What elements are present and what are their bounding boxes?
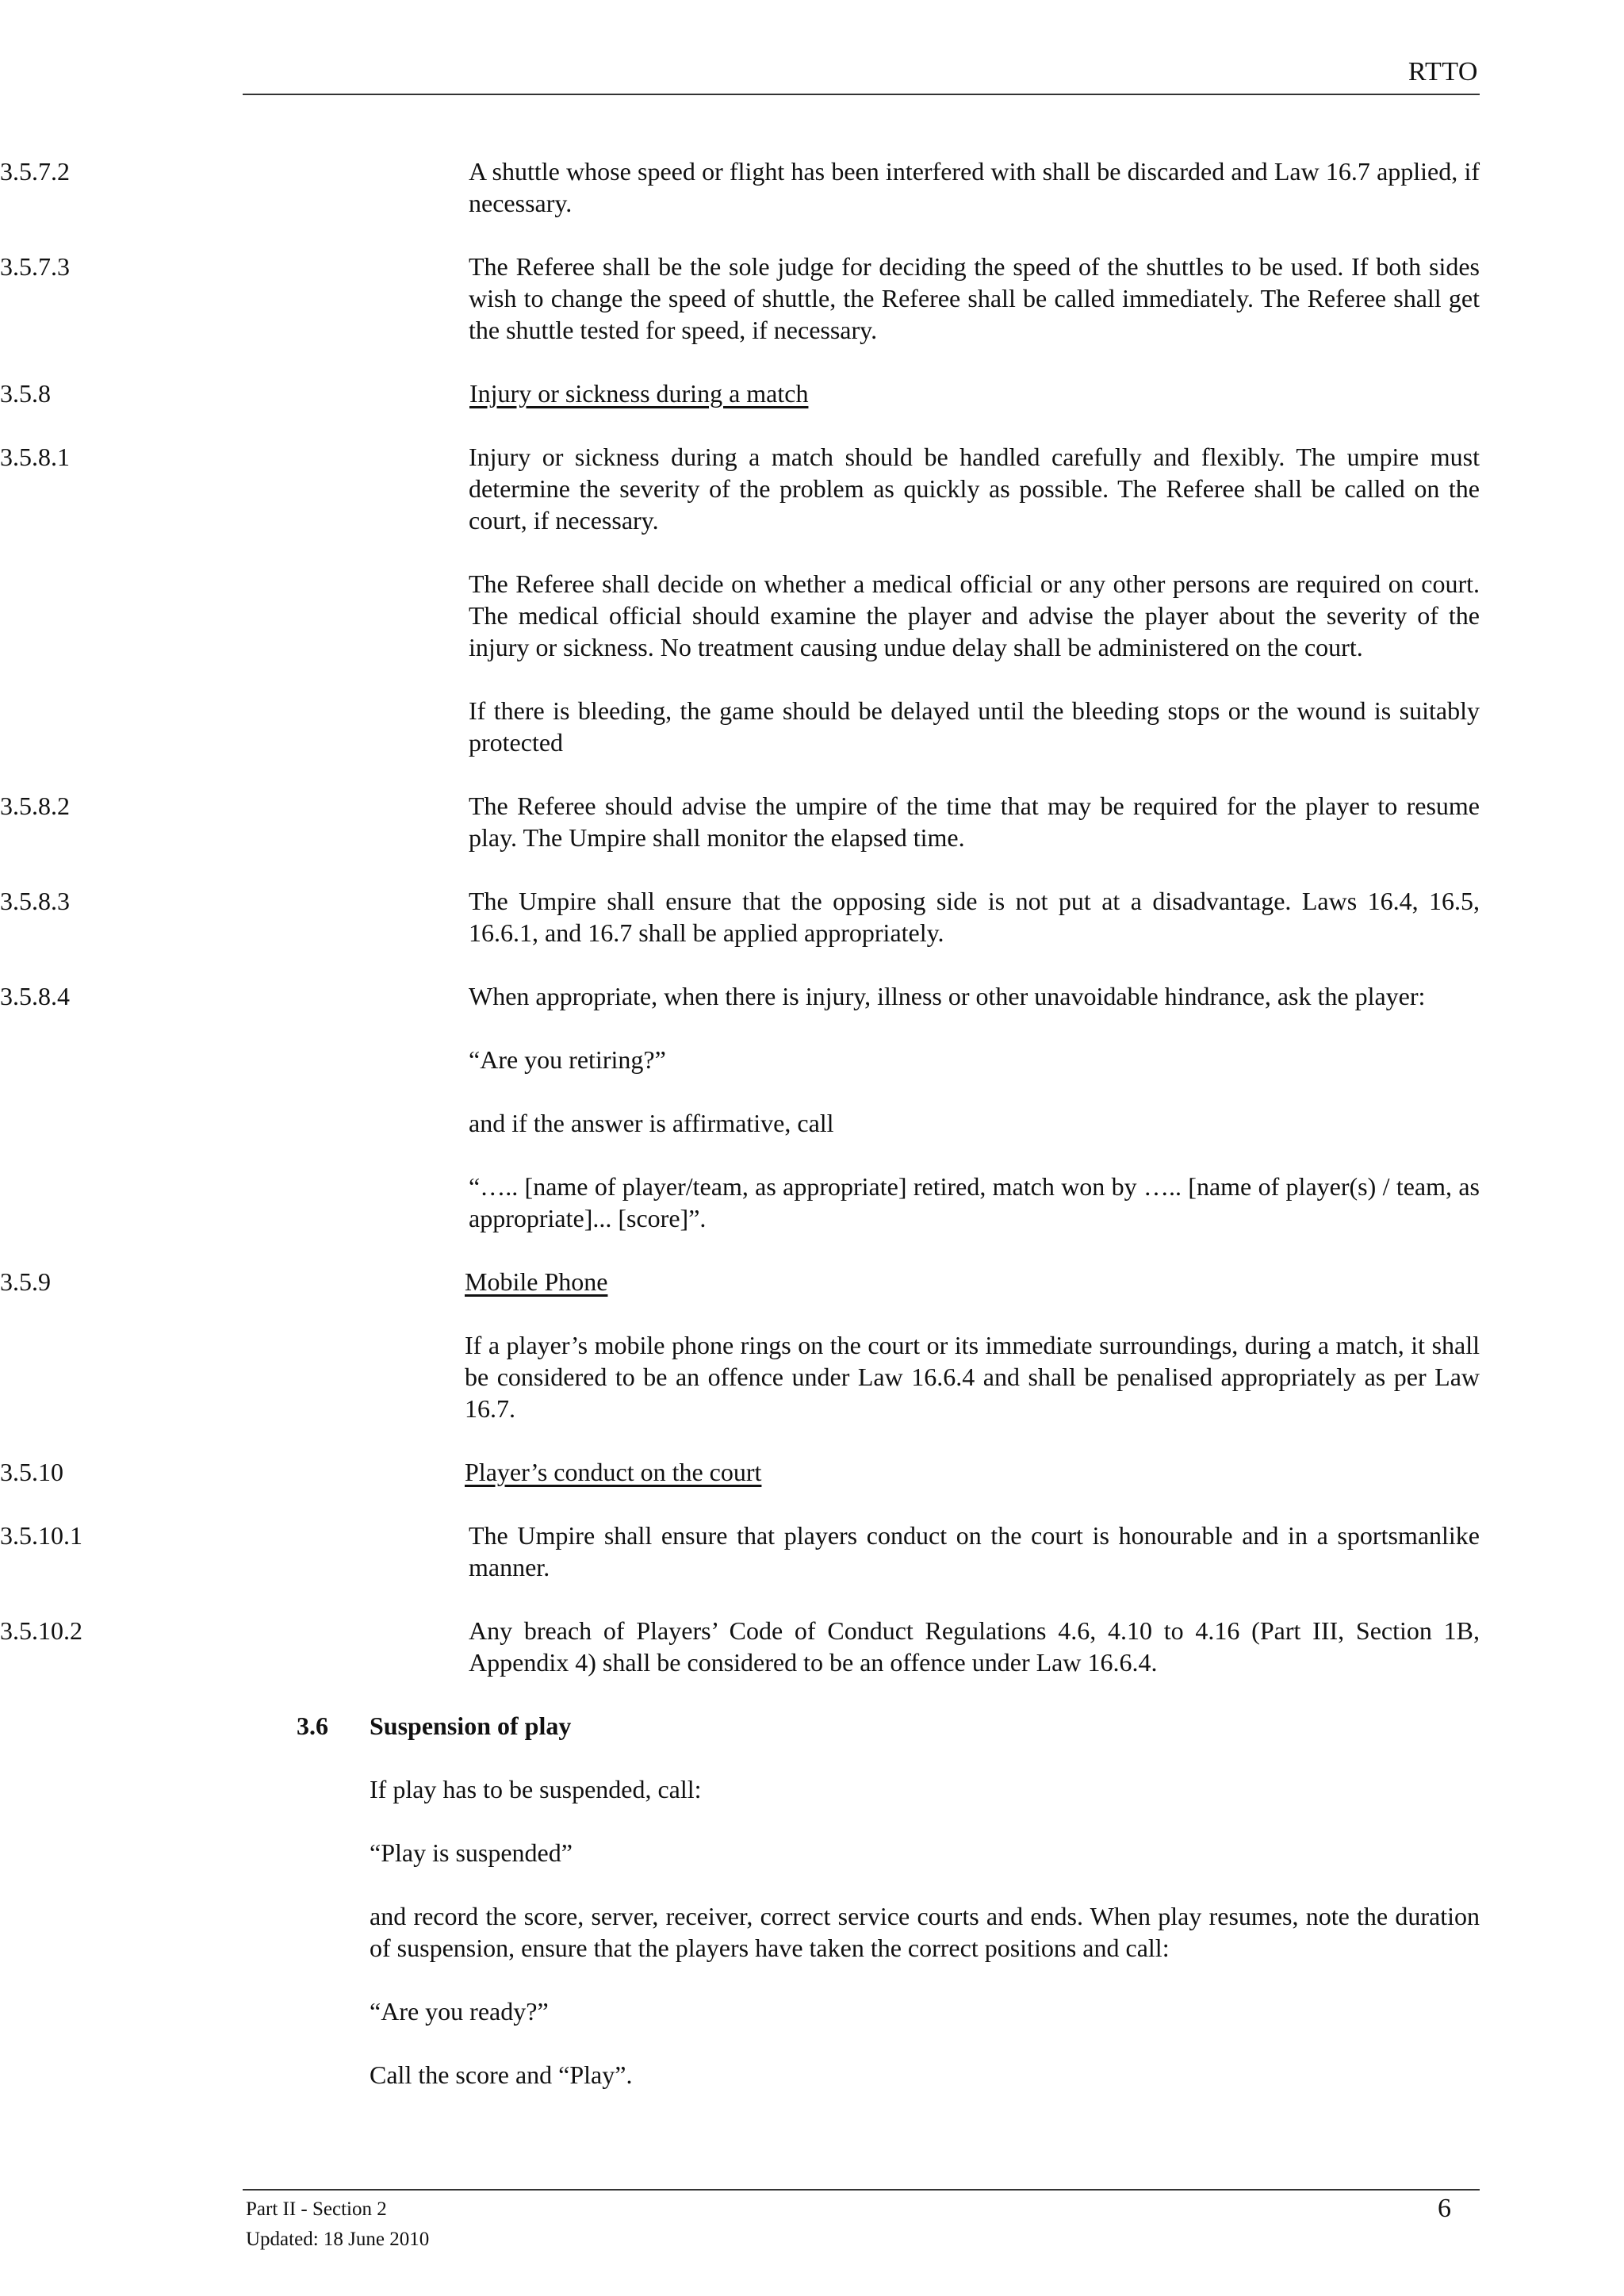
clause-3-5-8-1 xyxy=(0,441,1480,758)
section-text: Call the score and “Play”. xyxy=(370,2060,633,2089)
clause-text: Injury or sickness during a match should be handled carefully and flexibly. The umpire must determine the severity of the problem as quickly as possible. The Referee shall be called on the court, if necessary. xyxy=(469,443,1480,535)
clause-3-5-7-3 xyxy=(0,251,1480,346)
clause-text: If there is bleeding, the game should be delayed until the bleeding stops or the wound is suitably protected xyxy=(469,696,1480,757)
section-3-5-9 xyxy=(0,1266,1480,1424)
header-title: RTTO xyxy=(1408,57,1478,86)
clause-text: The Referee should advise the umpire of the time that may be required for the player to resume play. The Umpire shall monitor the elapsed time. xyxy=(469,792,1480,852)
clause-number: 3.5.10.2 xyxy=(0,1616,82,1645)
section-text: and record the score, server, receiver, correct service courts and ends. When play resumes, note the duration of suspension, ensure that the players have taken the correct positions and call: xyxy=(370,1902,1480,1962)
section-text: If a player’s mobile phone rings on the court or its immediate surroundings, during a match, it shall be considered to be an offence under Law 16.6.4 and shall be penalised appropriately as per Law 16.7. xyxy=(465,1331,1480,1423)
clause-3-5-7-2 xyxy=(0,155,1480,219)
clause-number: 3.5.8.2 xyxy=(0,792,70,820)
clause-3-5-10-1 xyxy=(0,1520,1480,1583)
footer-part: Part II - Section 2 xyxy=(246,2198,387,2220)
section-3-5-8 xyxy=(0,378,1624,409)
section-text: If play has to be suspended, call: xyxy=(370,1775,702,1803)
section-heading: Mobile Phone xyxy=(465,1267,608,1296)
section-number: 3.6 xyxy=(297,1711,328,1740)
clause-number: 3.5.7.3 xyxy=(0,252,70,281)
umpire-call: “Are you retiring?” xyxy=(469,1045,666,1074)
footer-updated: Updated: 18 June 2010 xyxy=(246,2229,430,2250)
clause-3-5-8-2 xyxy=(0,790,1480,853)
section-heading: Suspension of play xyxy=(370,1711,572,1740)
umpire-call: “Are you ready?” xyxy=(370,1997,549,2026)
section-3-5-10 xyxy=(0,1456,1480,1488)
clause-text: The Referee shall be the sole judge for deciding the speed of the shuttles to be used. If both sides wish to change the speed of shuttle, the Referee shall be called immediately. The Referee shall get the shuttle tested for speed, if necessary. xyxy=(469,252,1480,344)
clause-text: The Referee shall decide on whether a medical official or any other persons are required on court. The medical official should examine the player and advise the player about the severity of the injury or sickness. No treatment causing undue delay shall be administered on the court. xyxy=(469,569,1480,661)
section-number: 3.5.8 xyxy=(0,379,51,408)
document-body xyxy=(0,155,1624,2091)
clause-number: 3.5.8.4 xyxy=(0,982,70,1010)
clause-text: and if the answer is affirmative, call xyxy=(469,1109,834,1137)
clause-text: The Umpire shall ensure that players conduct on the court is honourable and in a sportsmanlike manner. xyxy=(469,1521,1480,1581)
section-number: 3.5.10 xyxy=(0,1458,63,1486)
header-rule xyxy=(243,94,1480,95)
section-3-6 xyxy=(297,1710,1480,2091)
clause-number: 3.5.7.2 xyxy=(0,157,70,186)
section-heading: Injury or sickness during a match xyxy=(469,379,809,408)
umpire-call: “Play is suspended” xyxy=(370,1838,573,1867)
clause-text: The Umpire shall ensure that the opposing side is not put at a disadvantage. Laws 16.4, 16.5, 16.6.1, and 16.7 shall be applied appropriately. xyxy=(469,887,1480,947)
clause-number: 3.5.8.3 xyxy=(0,887,70,915)
clause-3-5-8-3 xyxy=(0,885,1480,949)
clause-3-5-8-4 xyxy=(0,980,1480,1234)
clause-text: A shuttle whose speed or flight has been interfered with shall be discarded and Law 16.7 applied, if necessary. xyxy=(469,157,1480,217)
umpire-call: “….. [name of player/team, as appropriate] retired, match won by ….. [name of player(s) / team, as appropriate]... [score]”. xyxy=(469,1172,1480,1232)
page-number: 6 xyxy=(1438,2194,1451,2223)
section-heading: Player’s conduct on the court xyxy=(465,1458,762,1486)
clause-text: Any breach of Players’ Code of Conduct Regulations 4.6, 4.10 to 4.16 (Part III, Section 1B, Appendix 4) shall be considered to be an offence under Law 16.6.4. xyxy=(469,1616,1480,1677)
footer-rule xyxy=(243,2189,1480,2191)
clause-text: When appropriate, when there is injury, illness or other unavoidable hindrance, ask the player: xyxy=(469,982,1426,1010)
clause-3-5-10-2 xyxy=(0,1615,1480,1678)
section-number: 3.5.9 xyxy=(0,1267,51,1296)
clause-number: 3.5.8.1 xyxy=(0,443,70,471)
clause-number: 3.5.10.1 xyxy=(0,1521,82,1550)
